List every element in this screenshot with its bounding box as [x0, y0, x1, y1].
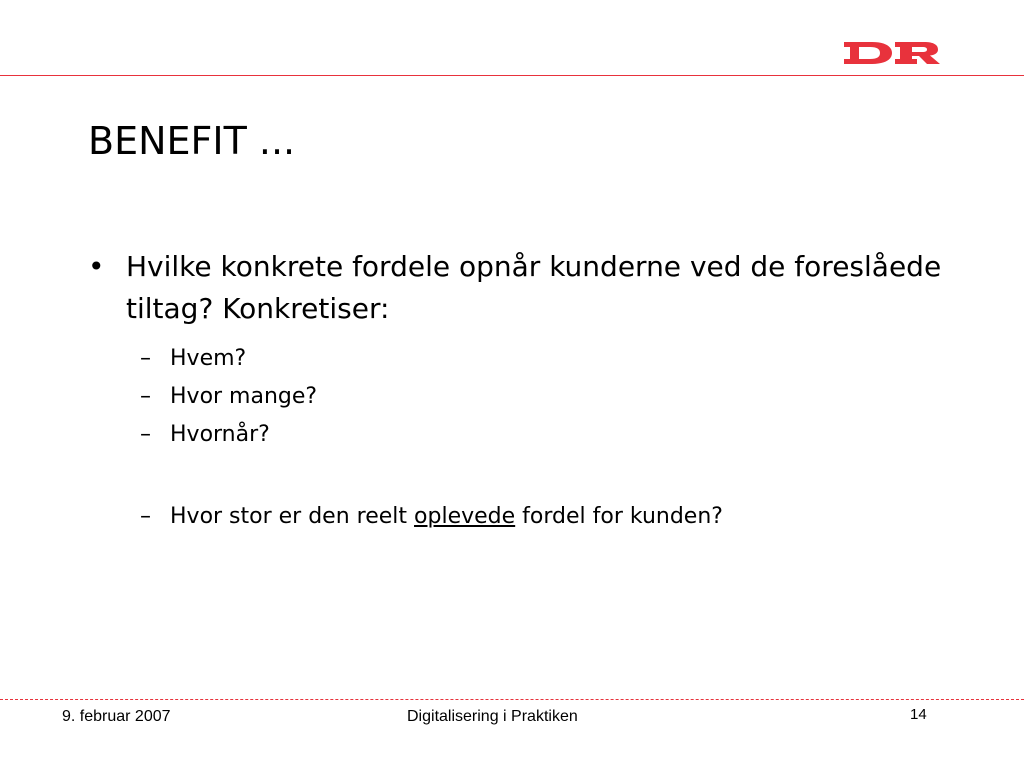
page-number: 14 [910, 706, 927, 723]
sub-item-text: Hvor mange? [170, 384, 318, 409]
sub-dash: – [140, 346, 151, 371]
sub-item [88, 498, 968, 536]
sub-dash: – [140, 384, 151, 409]
sub-item [88, 340, 968, 378]
spacer [88, 454, 968, 498]
sub-item-text: Hvornår? [170, 422, 270, 447]
footer-date: 9. februar 2007 [62, 708, 171, 725]
slide-content [88, 246, 968, 536]
sub-dash: – [140, 504, 151, 529]
bullet-question-text: Hvilke konkrete fordele opnår kunderne ved de foreslåede tiltag? Konkretiser: [126, 250, 942, 325]
bullet-item [88, 246, 968, 330]
dr-logo-icon [842, 41, 942, 65]
footer-title: Digitalisering i Praktiken [407, 708, 578, 725]
slide-title: BENEFIT ... [88, 119, 296, 163]
footer-rule [0, 699, 1024, 700]
bullet-dot: • [88, 250, 105, 283]
dr-logo [842, 41, 942, 65]
sub-item-text: Hvem? [170, 346, 247, 371]
sub-item-text-after: fordel for kunden? [515, 504, 723, 529]
sub-item [88, 416, 968, 454]
sub-dash: – [140, 422, 151, 447]
sub-item-text-before: Hvor stor er den reelt [170, 504, 415, 529]
sub-item [88, 378, 968, 416]
header-rule [0, 75, 1024, 76]
emphasized-word: oplevede [414, 504, 516, 529]
